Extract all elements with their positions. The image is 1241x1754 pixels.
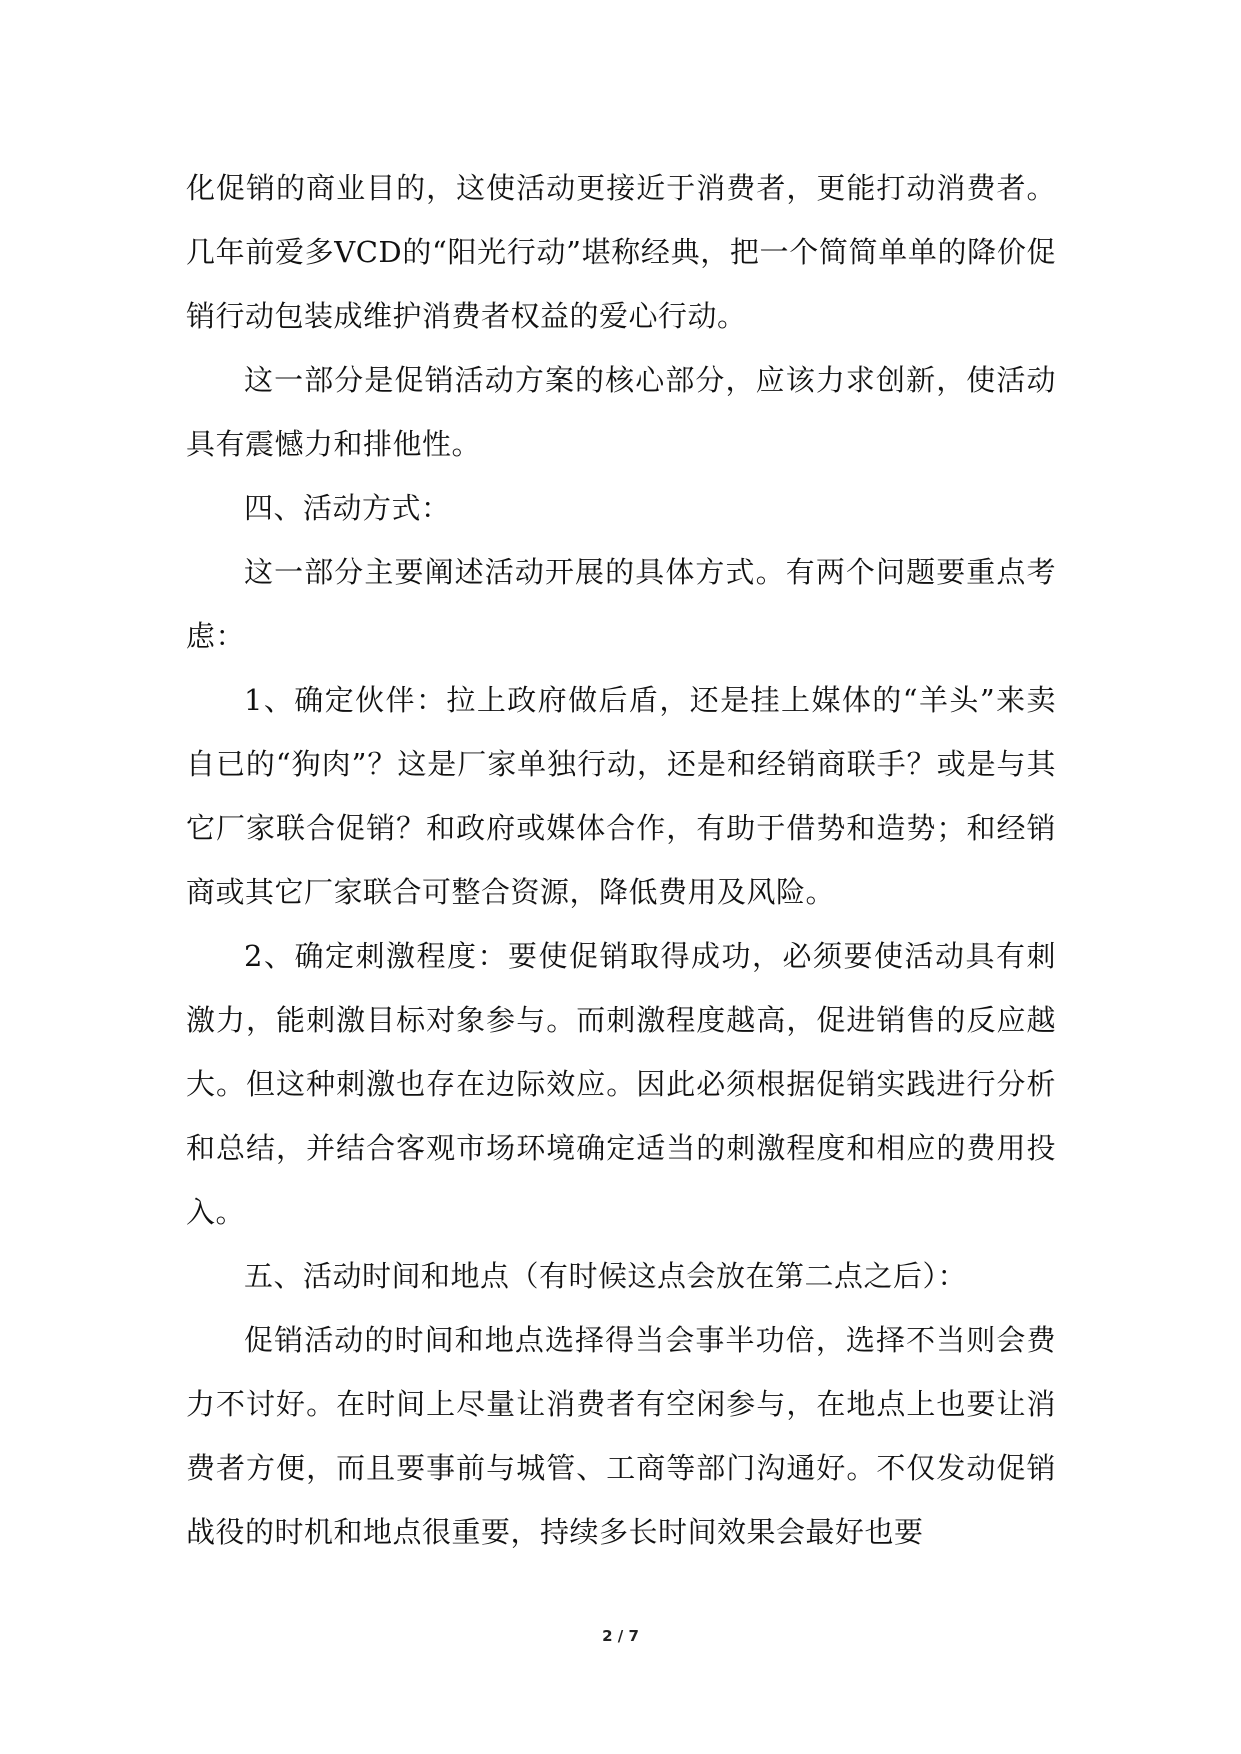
heading-activity-method: 四、活动方式： xyxy=(244,491,451,525)
paragraph-stimulus-level: 2、确定刺激程度：要使促销取得成功，必须要使活动具有刺激力，能刺激目标对象参与。而刺激程度越高，促进销售的反应越大。但这种刺激也存在边际效应。因此必须根据促销实践进行分析和总结，并结合客观市场环境确定适当的刺激程度和相应的费用投入。 xyxy=(186,939,1056,1229)
document-body xyxy=(186,156,1056,1564)
paragraph-continuation: 化促销的商业目的，这使活动更接近于消费者，更能打动消费者。几年前爱多VCD的“阳光行动”堪称经典，把一个简简单单的降价促销行动包装成维护消费者权益的爱心行动。 xyxy=(186,171,1056,333)
paragraph-core-section: 这一部分是促销活动方案的核心部分，应该力求创新，使活动具有震憾力和排他性。 xyxy=(186,363,1056,461)
heading-time-and-place: 五、活动时间和地点（有时候这点会放在第二点之后）： xyxy=(244,1259,968,1293)
page-number: 2 / 7 xyxy=(602,1627,639,1645)
paragraph-time-and-place: 促销活动的时间和地点选择得当会事半功倍，选择不当则会费力不讨好。在时间上尽量让消费者有空闲参与，在地点上也要让消费者方便，而且要事前与城管、工商等部门沟通好。不仅发动促销战役的时机和地点很重要，持续多长时间效果会最好也要 xyxy=(186,1323,1056,1549)
paragraph-determine-partner: 1、确定伙伴：拉上政府做后盾，还是挂上媒体的“羊头”来卖自已的“狗肉”？这是厂家单独行动，还是和经销商联手？或是与其它厂家联合促销？和政府或媒体合作，有助于借势和造势；和经销商或其它厂家联合可整合资源，降低费用及风险。 xyxy=(186,683,1056,909)
paragraph-activity-method-intro: 这一部分主要阐述活动开展的具体方式。有两个问题要重点考虑： xyxy=(186,555,1056,653)
